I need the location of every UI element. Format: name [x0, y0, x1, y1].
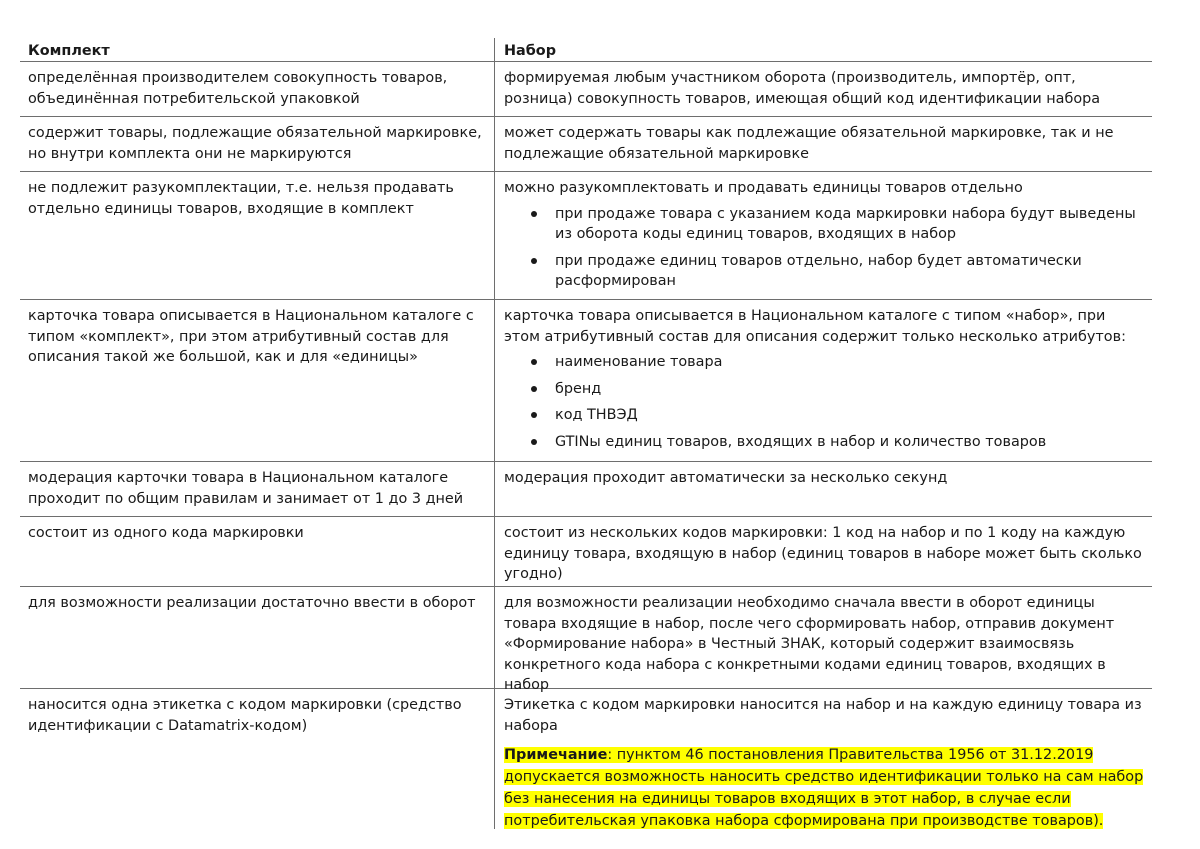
list-item-text: GTINы единиц товаров, входящих в набор и количество товаров: [555, 433, 1047, 450]
set-cell: для возможности реализации необходимо сначала ввести в оборот единицы товара входящие в набор, после чего сформировать набор, отправив документ «Формирование набора» в Честный ЗНАК, который содержит взаимосвязь конкретного кода набора с конкретными кодами единиц товаров, входящих в набор: [494, 587, 1152, 688]
bullet-icon: [531, 258, 537, 264]
table-row: [20, 117, 1152, 172]
set-cell: состоит из нескольких кодов маркировки: 1 код на набор и по 1 коду на каждую единицу товара, входящую в набор (единиц товаров в наборе может быть сколько угодно): [494, 517, 1152, 586]
table-row: [20, 300, 1152, 462]
list-item-text: при продаже единиц товаров отдельно, набор будет автоматически расформирован: [555, 252, 1082, 289]
list-item: [504, 432, 1144, 453]
header-set: Набор: [494, 38, 1152, 61]
kit-cell: определённая производителем совокупность товаров, объединённая потребительской упаковкой: [28, 70, 448, 107]
kit-cell: карточка товара описывается в Национальном каталоге с типом «комплект», при этом атрибутивный состав для описания такой же большой, как и для «единицы»: [28, 308, 474, 365]
table-row: [20, 462, 1152, 517]
set-cell-text: карточка товара описывается в Национальном каталоге с типом «набор», при этом атрибутивный состав для описания содержит только несколько атрибутов:: [504, 308, 1126, 345]
table-header-row: [20, 38, 1152, 62]
table-row: [20, 689, 1152, 829]
list-item: [504, 251, 1144, 292]
set-cell-text: можно разукомплектовать и продавать единицы товаров отдельно: [504, 180, 1023, 196]
comparison-table: [20, 38, 1152, 829]
bullet-icon: [531, 412, 537, 418]
kit-cell: не подлежит разукомплектации, т.е. нельзя продавать отдельно единицы товаров, входящие в комплект: [28, 180, 454, 217]
list-item: [504, 379, 1144, 400]
set-cell: [494, 300, 1152, 461]
header-kit: Комплект: [28, 43, 110, 59]
kit-cell: содержит товары, подлежащие обязательной маркировке, но внутри комплекта они не маркируются: [28, 125, 482, 162]
bullet-icon: [531, 439, 537, 445]
bullet-list: [504, 204, 1144, 292]
list-item: [504, 405, 1144, 426]
table-row: [20, 517, 1152, 587]
set-cell-text: Этикетка с кодом маркировки наносится на набор и на каждую единицу товара из набора: [504, 697, 1142, 734]
list-item-text: код ТНВЭД: [555, 407, 638, 423]
set-cell: [494, 689, 1152, 829]
bullet-icon: [531, 359, 537, 365]
kit-cell: модерация карточки товара в Национальном каталоге проходит по общим правилам и занимает от 1 до 3 дней: [28, 470, 464, 507]
list-item: [504, 204, 1144, 245]
set-cell: модерация проходит автоматически за несколько секунд: [494, 462, 1152, 516]
note-paragraph: [504, 744, 1144, 832]
bullet-icon: [531, 211, 537, 217]
bullet-icon: [531, 386, 537, 392]
table-row: [20, 172, 1152, 300]
note-text: : пунктом 46 постановления Правительства 1956 от 31.12.2019 допускается возможность наносить средство идентификации только на сам набор без нанесения на единицы товаров входящих в этот набор, в случае если потребительская упаковка набора сформирована при производстве товаров).: [504, 747, 1144, 829]
table-row: [20, 62, 1152, 117]
set-cell: может содержать товары как подлежащие обязательной маркировке, так и не подлежащие обязательной маркировке: [494, 117, 1152, 171]
kit-cell: для возможности реализации достаточно ввести в оборот: [28, 595, 476, 611]
kit-cell: состоит из одного кода маркировки: [28, 525, 304, 541]
table-row: [20, 587, 1152, 693]
note-label: Примечание: [504, 747, 608, 763]
set-cell: [494, 172, 1152, 299]
list-item: [504, 352, 1144, 373]
kit-cell: наносится одна этикетка с кодом маркировки (средство идентификации с Datamatrix-кодом): [28, 697, 462, 734]
list-item-text: наименование товара: [555, 354, 723, 370]
bullet-list: [504, 352, 1144, 452]
set-cell: формируемая любым участником оборота (производитель, импортёр, опт, розница) совокупность товаров, имеющая общий код идентификации набора: [494, 62, 1152, 116]
list-item-text: бренд: [555, 380, 602, 397]
list-item-text: при продаже товара с указанием кода маркировки набора будут выведены из оборота коды единиц товаров, входящих в набор: [555, 205, 1136, 242]
